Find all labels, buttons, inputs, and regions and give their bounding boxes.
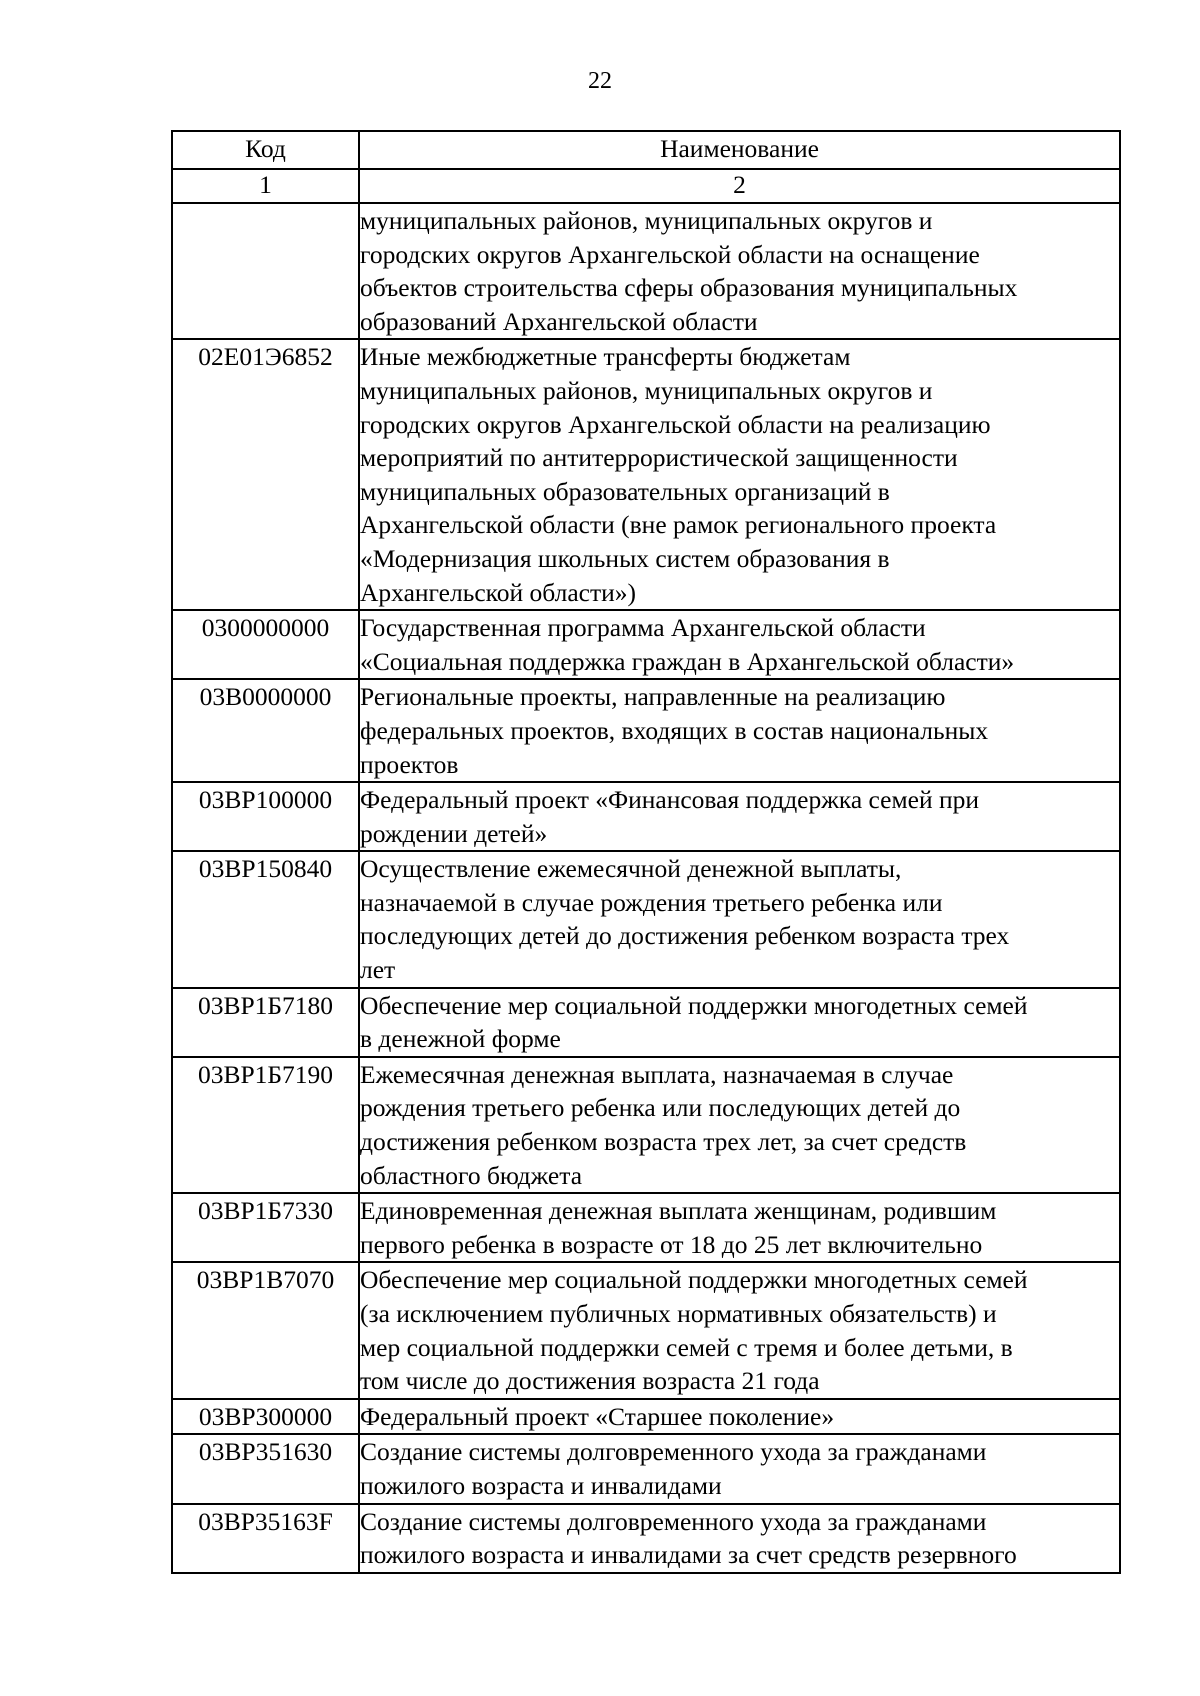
row-name-line: последующих детей до достижения ребенком возраста трех (360, 921, 1010, 951)
table-header-row (172, 131, 1120, 169)
row-name (359, 679, 1120, 782)
row-code: 03ВР1Б7330 (172, 1193, 359, 1262)
row-name-line: рождения третьего ребенка или последующих детей до (360, 1093, 961, 1123)
row-name-line: Обеспечение мер социальной поддержки многодетных семей (360, 990, 1028, 1020)
row-name-line: пожилого возраста и инвалидами за счет средств резервного (360, 1540, 1017, 1570)
row-name-line: объектов строительства сферы образования муниципальных (360, 273, 1018, 303)
row-name-line: муниципальных образовательных организаций в (360, 476, 890, 506)
row-name-line: Архангельской области (вне рамок регионального проекта (360, 510, 997, 540)
row-name-line: Иные межбюджетные трансферты бюджетам (360, 342, 851, 372)
table-row (172, 782, 1120, 851)
column-number-code: 1 (172, 169, 359, 203)
row-name-line: городских округов Архангельской области на реализацию (360, 409, 991, 439)
row-name-line: Архангельской области») (360, 577, 637, 607)
budget-classification-table (171, 130, 1121, 1574)
page-number: 22 (588, 68, 612, 94)
row-name (359, 610, 1120, 679)
table-row (172, 1504, 1120, 1573)
row-code: 03ВР150840 (172, 851, 359, 987)
row-name (359, 1504, 1120, 1573)
row-name-line: первого ребенка в возрасте от 18 до 25 лет включительно (360, 1229, 983, 1259)
column-number-name: 2 (359, 169, 1120, 203)
row-code: 03ВР300000 (172, 1399, 359, 1435)
row-name-line: мероприятий по антитеррористической защищенности (360, 443, 958, 473)
table-body (172, 131, 1120, 1573)
row-name (359, 1057, 1120, 1193)
table-row (172, 1193, 1120, 1262)
row-code: 03ВР1Б7180 (172, 988, 359, 1057)
row-name (359, 1399, 1120, 1435)
row-code: 03ВР100000 (172, 782, 359, 851)
row-name-line: Региональные проекты, направленные на реализацию (360, 682, 946, 712)
row-name-line: Создание системы долговременного ухода за гражданами (360, 1506, 987, 1536)
row-name-line: Ежемесячная денежная выплата, назначаемая в случае (360, 1059, 954, 1089)
row-name-line: том числе до достижения возраста 21 года (360, 1366, 820, 1396)
row-name-line: муниципальных районов, муниципальных округов и (360, 206, 933, 235)
row-name-line: Государственная программа Архангельской области (360, 613, 926, 643)
table-row (172, 1057, 1120, 1193)
row-name (359, 203, 1120, 339)
row-name (359, 339, 1120, 610)
row-name (359, 1262, 1120, 1398)
row-name-line: Осуществление ежемесячной денежной выплаты, (360, 854, 902, 884)
row-name-line: Федеральный проект «Финансовая поддержка семей при (360, 785, 980, 815)
table-row (172, 1434, 1120, 1503)
table-row (172, 610, 1120, 679)
row-code: 02Е01Э6852 (172, 339, 359, 610)
row-name-line: рождении детей» (360, 818, 548, 848)
row-code: 03ВР351630 (172, 1434, 359, 1503)
row-name-line: муниципальных районов, муниципальных округов и (360, 375, 933, 405)
row-name-line: в денежной форме (360, 1024, 561, 1054)
row-name (359, 782, 1120, 851)
table-row (172, 851, 1120, 987)
column-header-name: Наименование (359, 131, 1120, 169)
row-name (359, 988, 1120, 1057)
row-name-line: лет (360, 955, 396, 985)
table-row (172, 1262, 1120, 1398)
column-number-row (172, 169, 1120, 203)
row-name-line: Создание системы долговременного ухода за гражданами (360, 1437, 987, 1467)
row-name (359, 1193, 1120, 1262)
row-name-line: «Социальная поддержка граждан в Архангельской области» (360, 646, 1015, 676)
row-name (359, 851, 1120, 987)
row-code: 03ВР1В7070 (172, 1262, 359, 1398)
row-code: 03ВР35163F (172, 1504, 359, 1573)
table-row (172, 1399, 1120, 1435)
row-name-line: Единовременная денежная выплата женщинам, родившим (360, 1196, 997, 1226)
table-row (172, 339, 1120, 610)
table-row (172, 679, 1120, 782)
row-name-line: образований Архангельской области (360, 306, 758, 336)
row-name-line: назначаемой в случае рождения третьего ребенка или (360, 887, 943, 917)
table-row (172, 203, 1120, 339)
row-name-line: городских округов Архангельской области на оснащение (360, 239, 980, 269)
row-name-line: пожилого возраста и инвалидами (360, 1470, 722, 1500)
table-row (172, 988, 1120, 1057)
row-name-line: проектов (360, 749, 459, 779)
row-name-line: «Модернизация школьных систем образования в (360, 543, 890, 573)
column-header-code: Код (172, 131, 359, 169)
row-code: 03ВР1Б7190 (172, 1057, 359, 1193)
row-name-line: федеральных проектов, входящих в состав национальных (360, 715, 989, 745)
row-code (172, 203, 359, 339)
row-name-line: достижения ребенком возраста трех лет, за счет средств (360, 1127, 967, 1157)
row-name-line: (за исключением публичных нормативных обязательств) и (360, 1299, 997, 1328)
row-name-line: мер социальной поддержки семей с тремя и более детьми, в (360, 1332, 1013, 1362)
row-code: 03В0000000 (172, 679, 359, 782)
row-name-line: Федеральный проект «Старшее поколение» (360, 1401, 835, 1431)
row-name-line: Обеспечение мер социальной поддержки многодетных семей (360, 1265, 1028, 1295)
row-code: 0300000000 (172, 610, 359, 679)
row-name (359, 1434, 1120, 1503)
row-name-line: областного бюджета (360, 1160, 583, 1190)
